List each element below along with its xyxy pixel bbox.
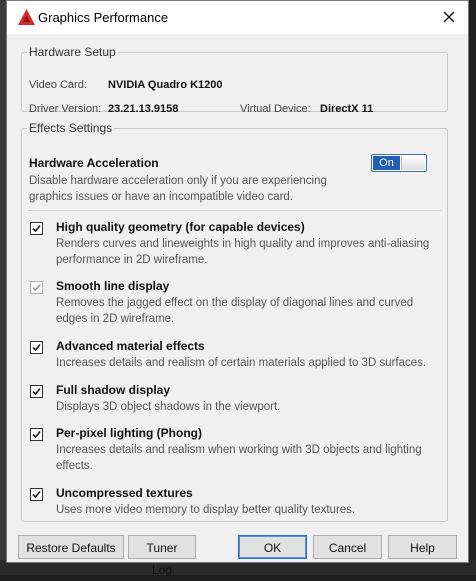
virtual-device-value: DirectX 11 (320, 103, 374, 115)
checkmark-icon (32, 283, 41, 292)
checkmark-icon (32, 430, 41, 439)
checkmark-icon (32, 343, 41, 352)
autocad-logo-icon (18, 9, 35, 25)
driver-version-value: 23.21.13.9158 (108, 103, 179, 115)
checkmark-icon (32, 387, 41, 396)
toggle-knob (401, 156, 425, 170)
option-description: Removes the jagged effect on the display of diagonal lines and curved edges in 2D wireframe. (56, 297, 414, 325)
hardware-setup-group (21, 45, 448, 115)
close-button[interactable] (438, 6, 460, 28)
section-divider (28, 210, 441, 211)
option-description: Increases details and realism of certain materials applied to 3D surfaces. (56, 357, 427, 369)
window-title: Graphics Performance (38, 10, 169, 25)
effects-settings-legend: Effects Settings (29, 121, 113, 135)
video-card-label: Video Card: (29, 79, 87, 91)
title-bar[interactable] (7, 1, 468, 34)
option-description: Renders curves and lineweights in high quality and improves anti-aliasing performance in 2D wireframe. (56, 238, 430, 266)
option-description: Increases details and realism when working with 3D objects and lighting effects. (56, 444, 422, 472)
hardware-acceleration-toggle[interactable] (371, 154, 427, 172)
advanced-material-effects-checkbox[interactable] (30, 341, 43, 354)
toggle-on-label: On (373, 156, 400, 170)
tuner-log-button[interactable]: Tuner Log (128, 535, 196, 559)
hardware-acceleration-description: Disable hardware acceleration only if you are experiencing graphics issues or have an incompatible video card. (29, 175, 327, 203)
option-label: Uncompressed textures (56, 486, 193, 500)
option-label: Full shadow display (56, 383, 171, 397)
option-label: Per-pixel lighting (Phong) (56, 426, 202, 440)
cancel-button[interactable]: Cancel (313, 535, 382, 559)
checkmark-icon (32, 224, 41, 233)
checkmark-icon (32, 490, 41, 499)
ok-button[interactable]: OK (238, 535, 307, 559)
hardware-acceleration-title: Hardware Acceleration (29, 156, 159, 170)
close-icon (443, 11, 455, 23)
option-label: High quality geometry (for capable devices) (56, 220, 305, 234)
uncompressed-textures-checkbox[interactable] (30, 488, 43, 501)
virtual-device-label: Virtual Device: (240, 103, 311, 115)
option-description: Displays 3D object shadows in the viewport. (56, 401, 281, 413)
graphics-performance-dialog (6, 0, 469, 577)
driver-version-label: Driver Version: (29, 103, 102, 115)
option-label: Smooth line display (56, 279, 170, 293)
option-description: Uses more video memory to display better quality textures. (56, 504, 356, 516)
option-label: Advanced material effects (56, 339, 205, 353)
effects-settings-group (21, 121, 448, 522)
restore-defaults-button[interactable]: Restore Defaults (18, 535, 124, 559)
help-button[interactable]: Help (388, 535, 457, 559)
high-quality-geometry-checkbox[interactable] (30, 222, 43, 235)
per-pixel-lighting-checkbox[interactable] (30, 428, 43, 441)
full-shadow-display-checkbox[interactable] (30, 385, 43, 398)
smooth-line-display-checkbox[interactable] (30, 281, 43, 294)
video-card-value: NVIDIA Quadro K1200 (108, 79, 223, 91)
hardware-setup-legend: Hardware Setup (29, 45, 116, 59)
